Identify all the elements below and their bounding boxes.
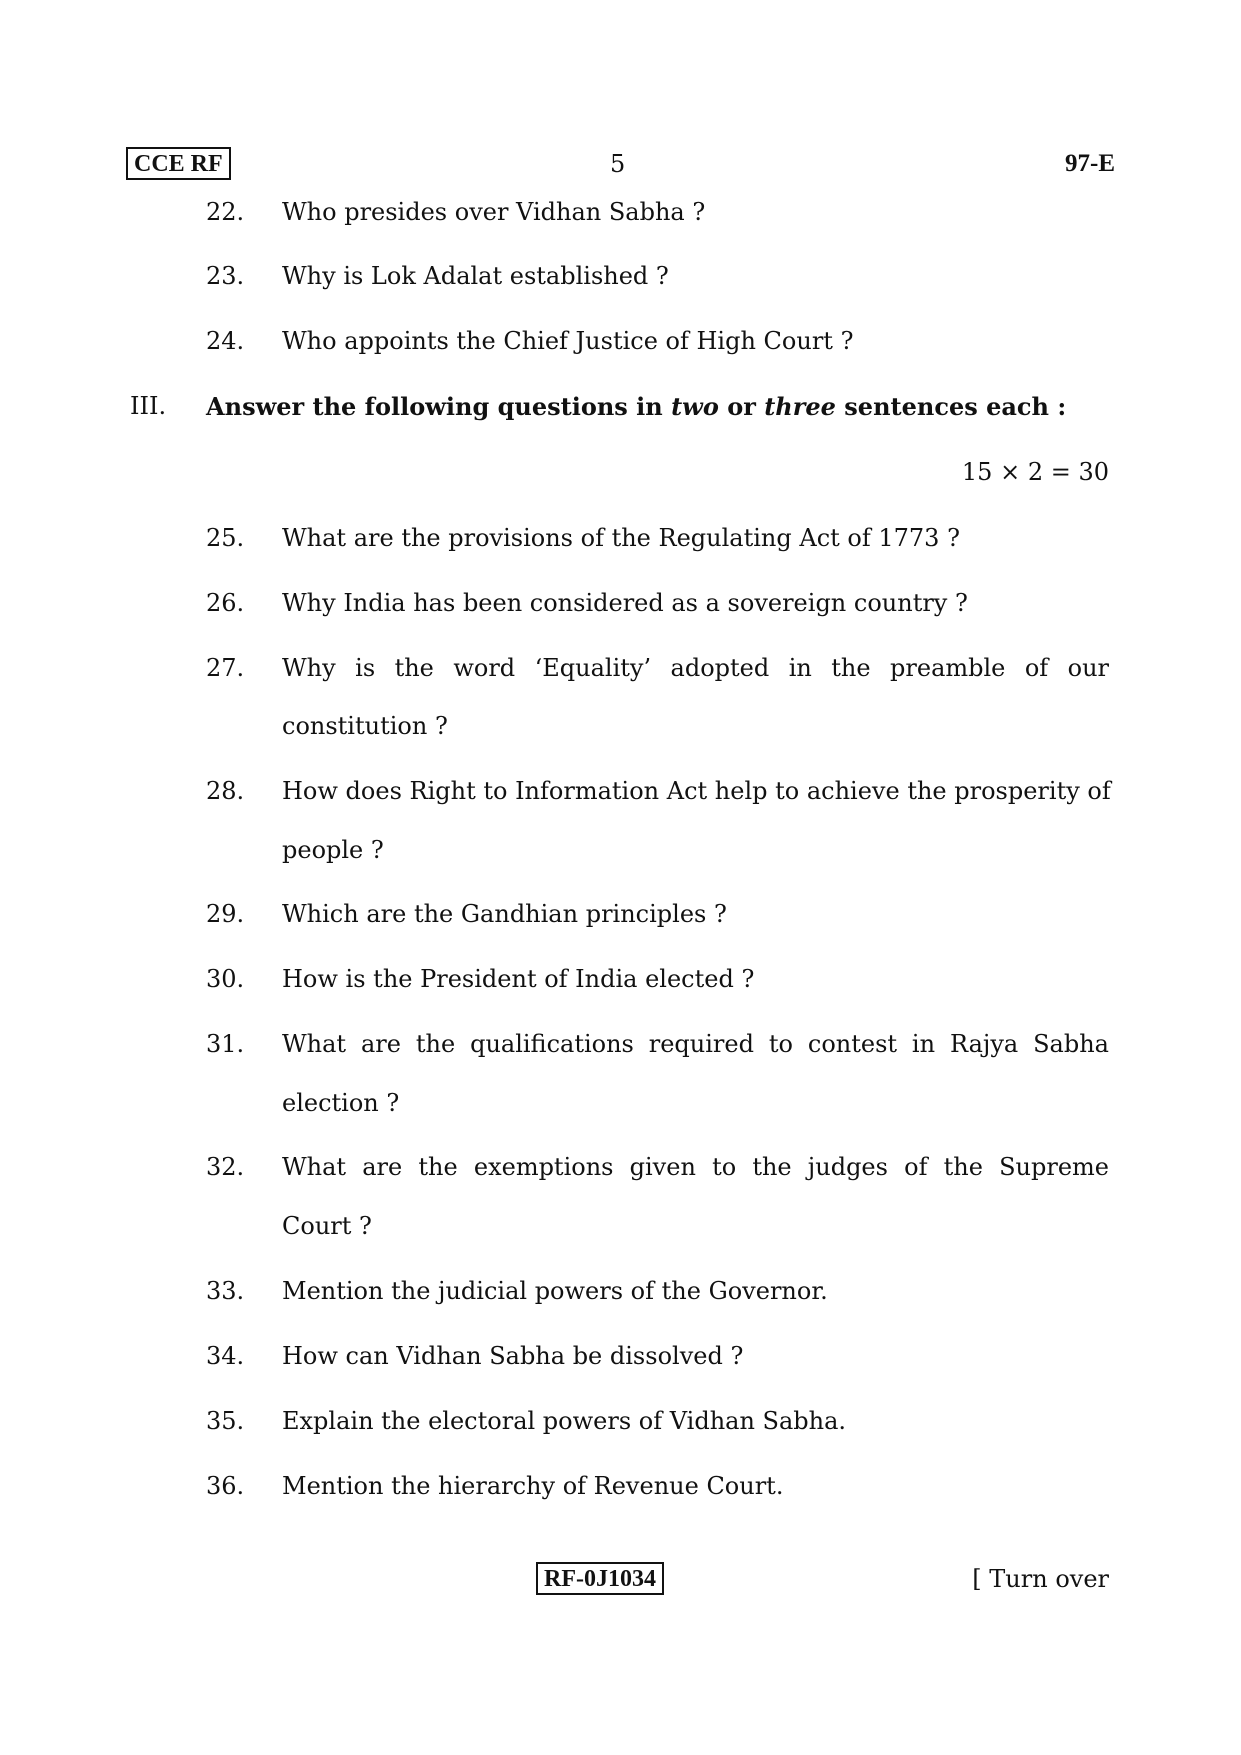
question-text: Explain the electoral powers of Vidhan Sabha. (282, 1407, 847, 1435)
question-item (0, 198, 1241, 232)
question-number: 32. (206, 1153, 245, 1181)
question-number: 30. (206, 965, 245, 993)
section-numeral: III. (130, 392, 167, 420)
question-text: How does Right to Information Act help to achieve the prosperity of (282, 777, 1111, 805)
question-item (0, 524, 1241, 558)
question-number: 28. (206, 777, 245, 805)
question-text-continued: Court ? (282, 1212, 372, 1240)
question-number: 23. (206, 262, 245, 290)
question-item (0, 262, 1241, 296)
question-text: Mention the hierarchy of Revenue Court. (282, 1472, 784, 1500)
question-number: 35. (206, 1407, 245, 1435)
question-text: Mention the judicial powers of the Governor. (282, 1277, 828, 1305)
paper-code-badge: CCE RF (126, 147, 231, 180)
question-number: 31. (206, 1030, 245, 1058)
question-text: What are the exemptions given to the judges of the Supreme (282, 1153, 1109, 1181)
question-text: How can Vidhan Sabha be dissolved ? (282, 1342, 744, 1370)
question-text-continued: constitution ? (282, 712, 448, 740)
question-continuation (0, 1089, 1241, 1123)
booklet-code-badge: RF-0J1034 (536, 1562, 664, 1595)
question-continuation (0, 712, 1241, 746)
question-item (0, 1030, 1241, 1064)
question-text-continued: people ? (282, 836, 384, 864)
question-text: Why is the word ‘Equality’ adopted in the preamble of our (282, 654, 1109, 682)
question-item (0, 900, 1241, 934)
question-item (0, 1153, 1241, 1187)
question-number: 33. (206, 1277, 245, 1305)
section-instruction: Answer the following questions in two or three sentences each : (206, 392, 1067, 421)
question-text: How is the President of India elected ? (282, 965, 755, 993)
question-number: 36. (206, 1472, 245, 1500)
section-marks: 15 × 2 = 30 (961, 458, 1109, 486)
question-number: 25. (206, 524, 245, 552)
question-text: What are the provisions of the Regulating Act of 1773 ? (282, 524, 960, 552)
question-item (0, 1472, 1241, 1506)
question-text: Which are the Gandhian principles ? (282, 900, 727, 928)
question-text: Who presides over Vidhan Sabha ? (282, 198, 706, 226)
question-item (0, 327, 1241, 361)
question-continuation (0, 1212, 1241, 1246)
question-number: 27. (206, 654, 245, 682)
question-number: 29. (206, 900, 245, 928)
question-item (0, 1407, 1241, 1441)
question-text: Why is Lok Adalat established ? (282, 262, 669, 290)
question-number: 24. (206, 327, 245, 355)
turn-over-note: [ Turn over (972, 1565, 1109, 1593)
question-item (0, 654, 1241, 688)
question-text: What are the qualifications required to contest in Rajya Sabha (282, 1030, 1109, 1058)
question-item (0, 589, 1241, 623)
question-text: Why India has been considered as a sovereign country ? (282, 589, 968, 617)
question-number: 26. (206, 589, 245, 617)
page-number: 5 (610, 150, 626, 178)
question-continuation (0, 836, 1241, 870)
subject-code: 97-E (1065, 150, 1115, 177)
question-item (0, 965, 1241, 999)
question-item (0, 1277, 1241, 1311)
question-number: 22. (206, 198, 245, 226)
question-item (0, 1342, 1241, 1376)
question-text-continued: election ? (282, 1089, 400, 1117)
question-number: 34. (206, 1342, 245, 1370)
question-text: Who appoints the Chief Justice of High Court ? (282, 327, 854, 355)
question-item (0, 777, 1241, 811)
